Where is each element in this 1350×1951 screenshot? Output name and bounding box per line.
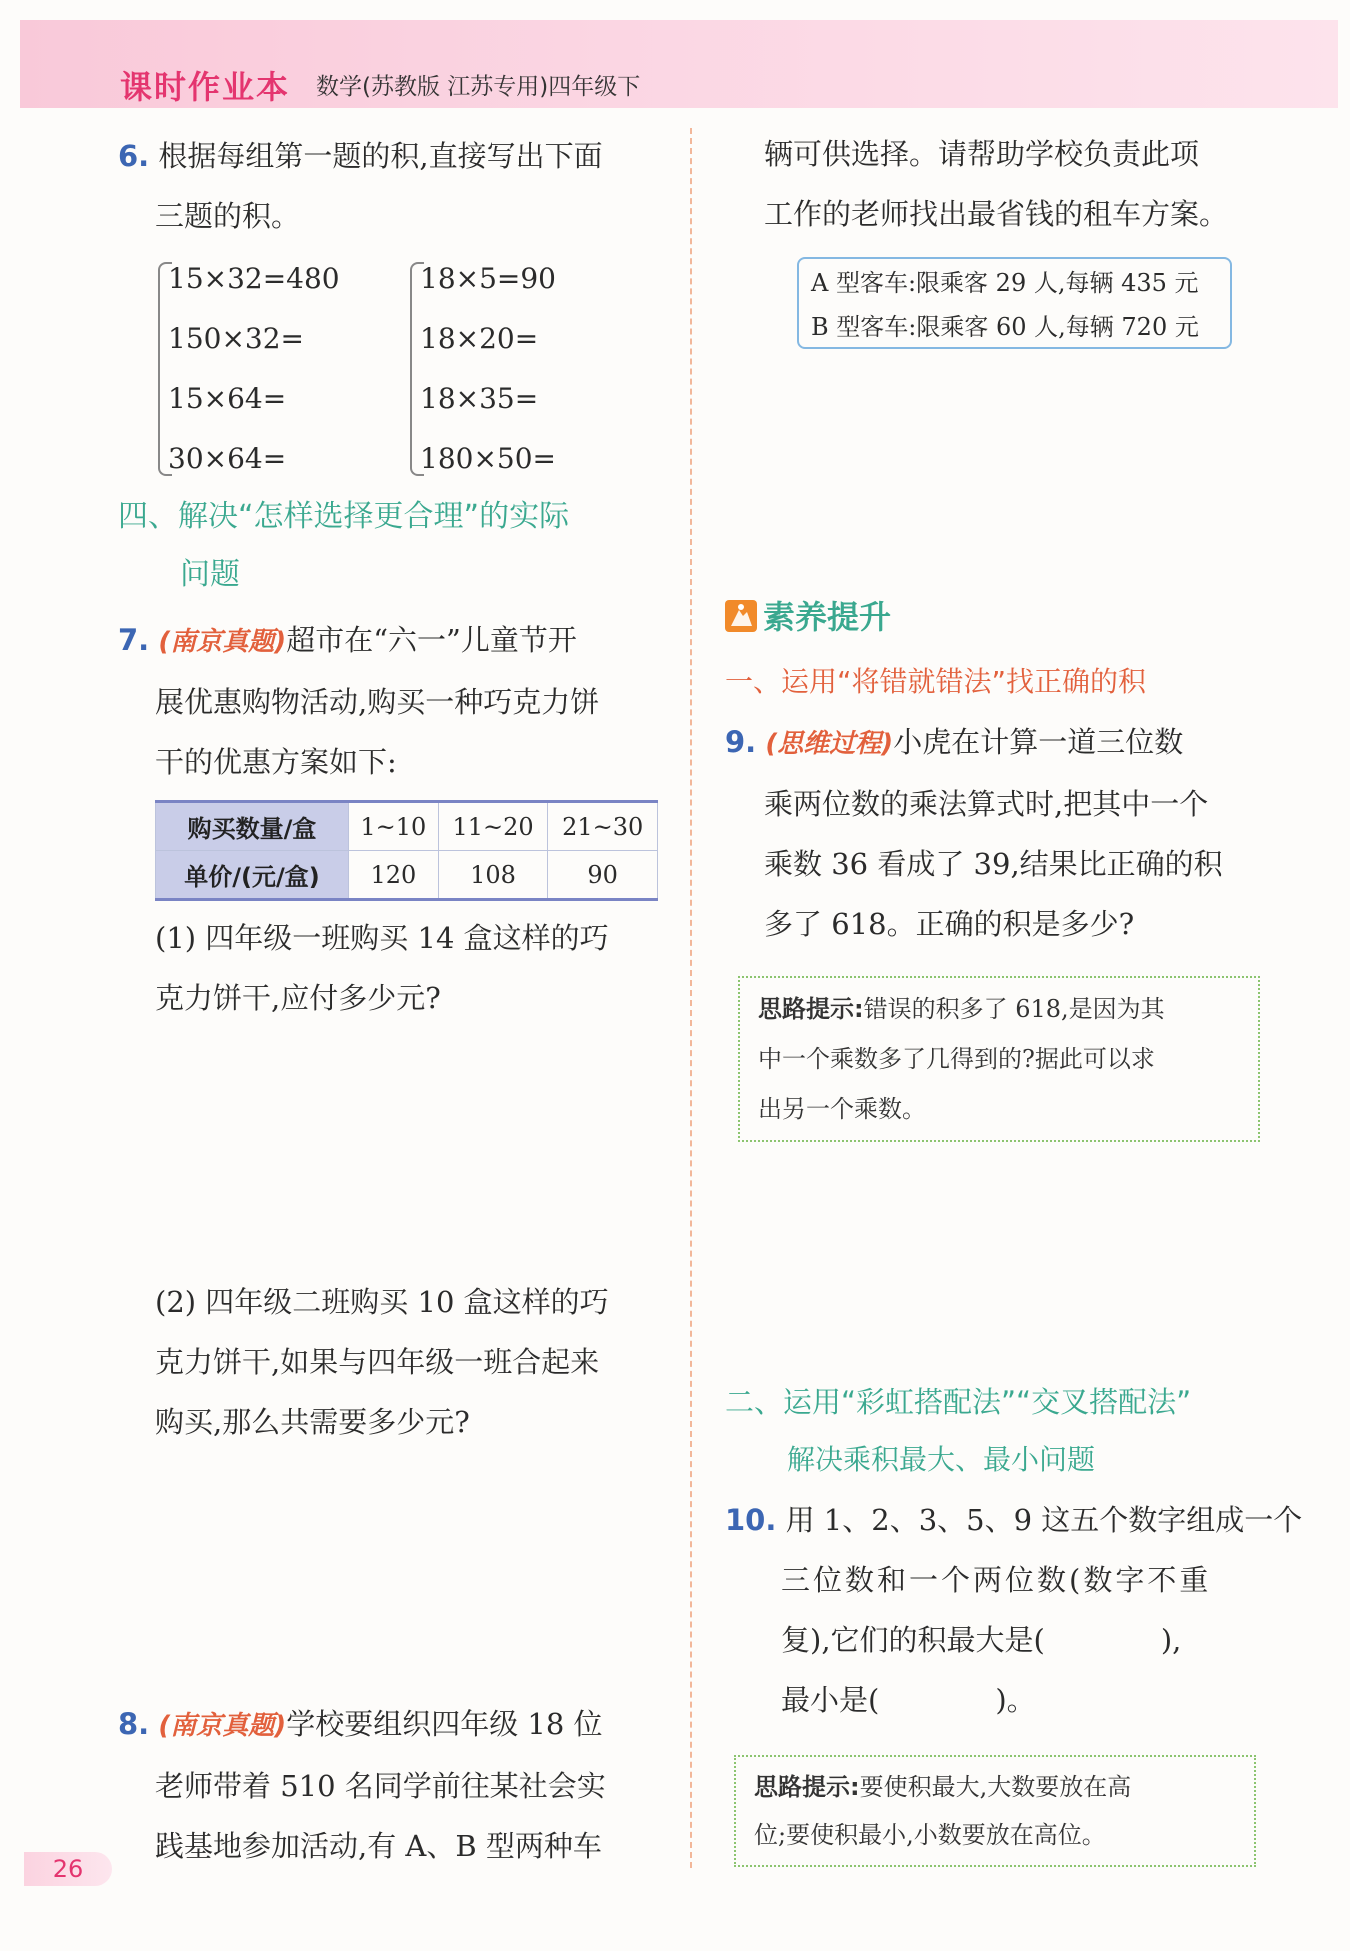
column-divider [690,128,692,1868]
q9-text [725,712,1223,954]
section-b-heading [725,1373,1191,1489]
bus-info-box [797,257,1232,349]
q9-line2: 乘两位数的乘法算式时,把其中一个 [764,787,1209,821]
q10-hint-line1: 要使积最大,大数要放在高 [859,1773,1132,1801]
section-4-line1: 四、解决“怎样选择更合理”的实际 [118,499,570,534]
q9-hint-box [738,976,1260,1142]
q7-part2-line1: (2) 四年级二班购买 10 盒这样的巧 [155,1285,609,1319]
q8-line1: 学校要组织四年级 18 位 [286,1707,603,1741]
q7-number: 7. [118,623,150,657]
table-row [156,802,658,851]
table-row [156,851,658,900]
q10-line2: 三位数和一个两位数(数字不重 [781,1563,1212,1597]
q9-hint-line3: 出另一个乘数。 [758,1095,926,1123]
section-4-heading [118,488,569,604]
q6-right-eq-1: 18×5=90 [420,262,556,295]
q6-line1: 根据每组第一题的积,直接写出下面 [158,139,603,173]
q6-text [118,126,603,246]
q10-number: 10. [725,1503,777,1537]
q10-hint-line2: 位;要使积最小,小数要放在高位。 [754,1821,1106,1849]
q8-number: 8. [118,1707,150,1741]
suyang-title: 素养提升 [763,598,892,636]
section-b-line1: 二、运用“彩虹搭配法”“交叉搭配法” [725,1385,1192,1419]
header-brand: 课时作业本 [120,68,291,106]
q6-left-eq-2: 150×32= [168,322,304,355]
q6-right-eq-4: 180×50= [420,442,556,475]
q8-text [118,1694,606,1876]
q6-right-eq-3: 18×35= [420,382,539,415]
q9-line4: 多了 618。正确的积是多少? [764,907,1135,941]
q7-part1 [155,908,609,1028]
price-table [155,800,658,901]
q8-cont-line2: 工作的老师找出最省钱的租车方案。 [764,197,1229,231]
q7-part2-line3: 购买,那么共需要多少元? [155,1405,470,1439]
section-b-line2: 解决乘积最大、最小问题 [787,1443,1096,1476]
q6-right-eq-2: 18×20= [420,322,539,355]
section-a-heading: 一、运用“将错就错法”找正确的积 [725,665,1147,698]
q9-tag: (思维过程) [765,729,894,759]
page-number: 26 [24,1852,112,1886]
bus-b-info: B 型客车:限乘客 60 人,每辆 720 元 [811,313,1199,341]
q10-hint-box [734,1755,1256,1867]
q9-line3: 乘数 36 看成了 39,结果比正确的积 [764,847,1223,881]
q9-number: 9. [725,725,757,759]
q6-right-group [420,249,556,489]
q9-hint-line2: 中一个乘数多了几得到的?据此可以求 [758,1045,1155,1073]
q10-line1: 用 1、2、3、5、9 这五个数字组成一个 [785,1503,1303,1537]
climb-stairs-icon [725,600,757,632]
q8-cont-line1: 辆可供选择。请帮助学校负责此项 [764,137,1200,171]
table-cell: 11~20 [438,802,548,851]
q6-line2: 三题的积。 [155,199,301,233]
table-cell: 1~10 [349,802,439,851]
table-cell: 108 [438,851,548,900]
q10-line4: 最小是( )。 [781,1683,1036,1717]
q9-hint-label: 思路提示: [758,995,864,1023]
table-cell: 120 [349,851,439,900]
q7-part1-line2: 克力饼干,应付多少元? [155,981,441,1015]
q6-left-eq-4: 30×64= [168,442,287,475]
q8-line2: 老师带着 510 名同学前往某社会实 [155,1769,606,1803]
q6-left-group [168,249,340,489]
table-cell: 90 [548,851,658,900]
page-header [20,20,1338,108]
q7-line2: 展优惠购物活动,购买一种巧克力饼 [155,685,600,719]
q6-left-eq-1: 15×32=480 [168,262,340,295]
q6-left-eq-3: 15×64= [168,382,287,415]
q8-continued [764,124,1228,244]
q7-line3: 干的优惠方案如下: [155,745,397,779]
q10-text [725,1490,1302,1730]
q6-number: 6. [118,139,150,173]
table-head-quantity: 购买数量/盒 [156,802,349,851]
q7-line1: 超市在“六一”儿童节开 [286,623,577,657]
q7-tag: (南京真题) [158,627,287,657]
q9-hint-line1: 错误的积多了 618,是因为其 [863,995,1165,1023]
q10-line3: 复),它们的积最大是( ), [781,1623,1182,1657]
suyang-heading [725,592,891,638]
bus-a-info: A 型客车:限乘客 29 人,每辆 435 元 [811,269,1199,297]
section-4-line2: 问题 [180,557,240,592]
q7-part2-line2: 克力饼干,如果与四年级一班合起来 [155,1345,600,1379]
q9-line1: 小虎在计算一道三位数 [893,725,1184,759]
q10-hint-label: 思路提示: [754,1773,860,1801]
q8-tag: (南京真题) [158,1711,287,1741]
q7-part2 [155,1272,609,1452]
q8-line3: 践基地参加活动,有 A、B 型两种车 [155,1829,602,1863]
header-subtitle: 数学(苏教版 江苏专用)四年级下 [316,74,641,100]
q7-text [118,610,599,792]
q7-part1-line1: (1) 四年级一班购买 14 盒这样的巧 [155,921,609,955]
table-head-unit-price: 单价/(元/盒) [156,851,349,900]
table-cell: 21~30 [548,802,658,851]
